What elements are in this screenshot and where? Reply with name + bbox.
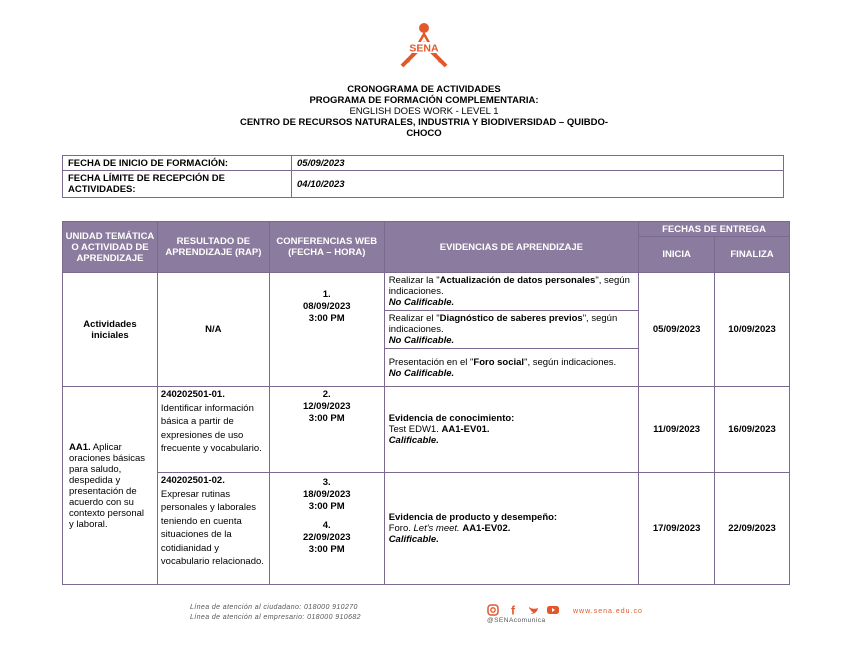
conf-1-number: 1. <box>322 289 331 300</box>
deadline-value: 04/10/2023 <box>292 171 784 198</box>
conference-3-4 <box>269 473 384 585</box>
row2-inicia: 11/09/2023 <box>639 387 715 473</box>
header-rap: RESULTADO DE APRENDIZAJE (RAP) <box>157 222 269 273</box>
header-inicia: INICIA <box>639 237 715 273</box>
footer-handle: @SENAcomunica <box>487 617 546 624</box>
title-line-2: PROGRAMA DE FORMACIÓN COMPLEMENTARIA: <box>309 95 539 106</box>
row1-finaliza: 10/09/2023 <box>715 273 790 387</box>
row3-inicia: 17/09/2023 <box>639 473 715 585</box>
header-evidencias: EVIDENCIAS DE APRENDIZAJE <box>384 222 638 273</box>
document-title <box>160 84 688 139</box>
conf-1-date: 08/09/2023 <box>302 301 351 312</box>
rap-240202501-01: 240202501-01. Identificar información básica a partir de expresiones de uso frecuente y vocabulario. <box>157 387 269 473</box>
footer-citizen-line: Línea de atención al ciudadano: 018000 910270 <box>190 604 358 611</box>
footer-business-line: Línea de atención al empresario: 018000 910682 <box>190 614 361 621</box>
title-line-4: CENTRO DE RECURSOS NATURALES, INDUSTRIA Y BIODIVERSIDAD – QUIBDO- <box>239 117 609 128</box>
start-value: 05/09/2023 <box>292 156 784 171</box>
conference-2 <box>269 387 384 473</box>
title-line-1: CRONOGRAMA DE ACTIVIDADES <box>347 84 501 95</box>
rap-240202501-02: 240202501-02. Expresar rutinas personales y laborales teniendo en cuenta situaciones de la cotidianidad y vocabulario relacionado. <box>157 473 269 585</box>
row1-inicia: 05/09/2023 <box>639 273 715 387</box>
evidence-social-forum: Presentación en el "Foro social", según indicaciones. No Calificable. <box>384 349 638 387</box>
header-finaliza: FINALIZA <box>715 237 790 273</box>
unit-initial: Actividades iniciales <box>63 273 158 387</box>
logo-text: SENA <box>409 42 439 55</box>
row2-finaliza: 16/09/2023 <box>715 387 790 473</box>
footer-contact <box>190 603 361 623</box>
evidence-knowledge: Evidencia de conocimiento: Test EDW1. AA1-EV01. Calificable. <box>384 387 638 473</box>
title-line-3: ENGLISH DOES WORK - LEVEL 1 <box>349 106 499 117</box>
conf-4-date: 22/09/2023 <box>302 532 351 543</box>
evidence-update-data: Realizar la "Actualización de datos personales", según indicaciones. No Calificable. <box>384 273 638 311</box>
conf-1-time: 3:00 PM <box>308 313 345 324</box>
conf-4-time: 3:00 PM <box>308 544 345 555</box>
sena-logo <box>398 22 450 70</box>
title-line-5: CHOCO <box>406 128 442 139</box>
conf-4-number: 4. <box>322 520 331 531</box>
conf-3-date: 18/09/2023 <box>302 489 351 500</box>
conf-2-date: 12/09/2023 <box>302 401 351 412</box>
svg-text:f: f <box>511 604 515 616</box>
conference-1 <box>269 273 384 387</box>
header-unit: UNIDAD TEMÁTICA O ACTIVIDAD DE APRENDIZAJE <box>63 222 158 273</box>
facebook-icon[interactable] <box>511 604 516 616</box>
schedule-table <box>62 221 790 585</box>
youtube-icon[interactable] <box>547 606 559 614</box>
evidence-diagnostic: Realizar el "Diagnóstico de saberes previos", según indicaciones. No Calificable. <box>384 311 638 349</box>
evidence-product: Evidencia de producto y desempeño: Foro. Let's meet. AA1-EV02. Calificable. <box>384 473 638 585</box>
instagram-icon[interactable] <box>488 605 498 615</box>
conf-2-time: 3:00 PM <box>308 413 345 424</box>
start-label: FECHA DE INICIO DE FORMACIÓN: <box>63 156 292 171</box>
deadline-label: FECHA LÍMITE DE RECEPCIÓN DE ACTIVIDADES: <box>63 171 292 198</box>
conf-2-number: 2. <box>322 389 331 400</box>
social-icons <box>487 603 567 615</box>
rap-na: N/A <box>157 273 269 387</box>
header-conf: CONFERENCIAS WEB (FECHA – HORA) <box>269 222 384 273</box>
footer-url[interactable]: www.sena.edu.co <box>573 608 643 615</box>
conf-3-number: 3. <box>322 477 331 488</box>
header-fechas: FECHAS DE ENTREGA <box>639 222 790 237</box>
conf-3-time: 3:00 PM <box>308 501 345 512</box>
info-table <box>62 155 784 198</box>
twitter-icon[interactable] <box>529 607 538 614</box>
row3-finaliza: 22/09/2023 <box>715 473 790 585</box>
unit-aa1: AA1. Aplicar oraciones básicas para saludo, despedida y presentación de acuerdo con su contexto personal y laboral. <box>63 387 158 585</box>
